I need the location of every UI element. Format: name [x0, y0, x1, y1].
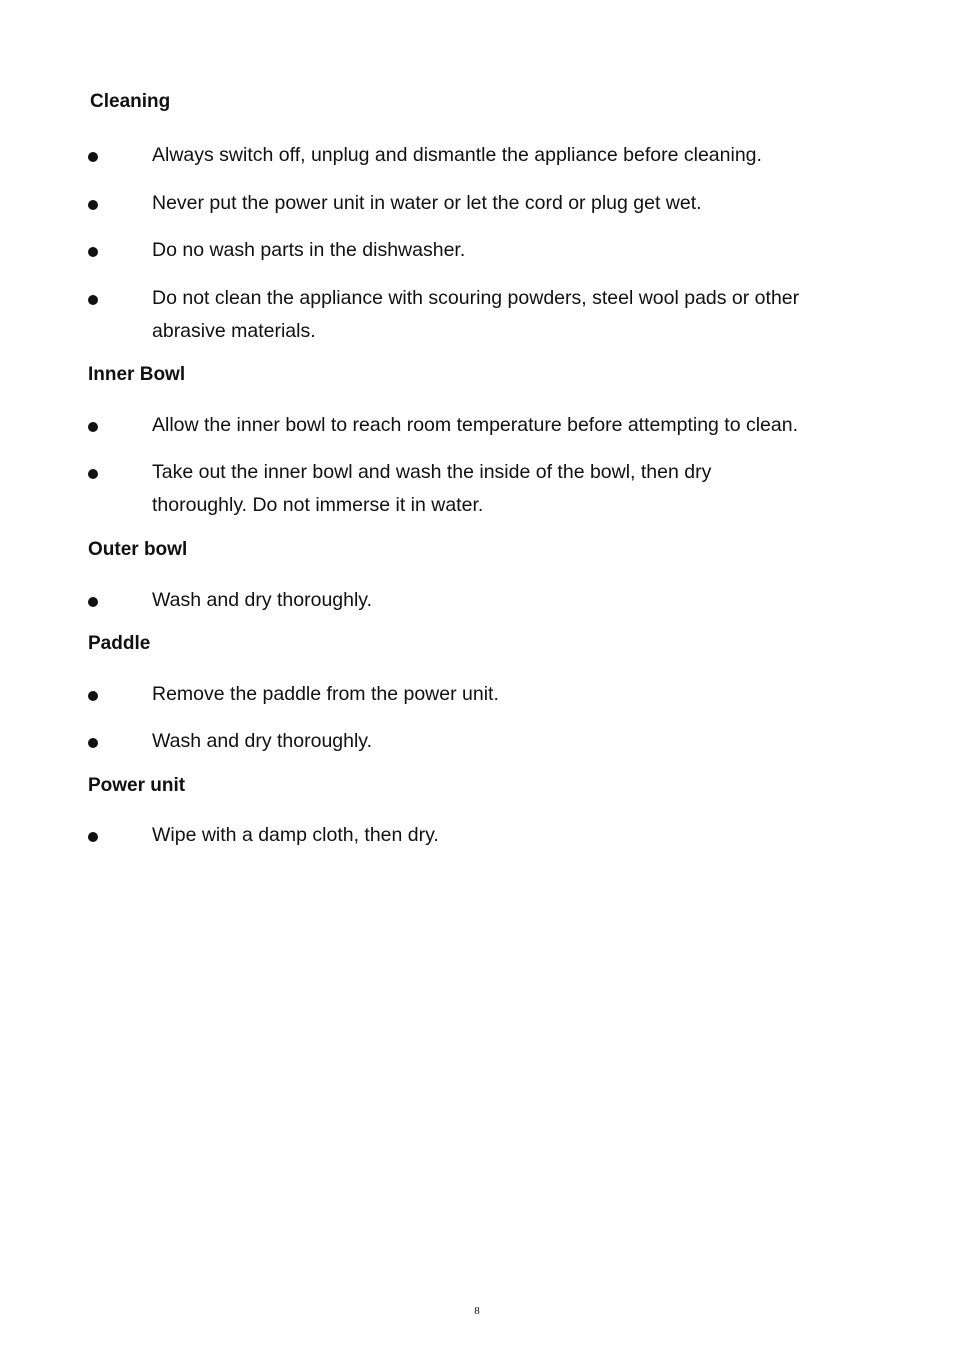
- list-item-text: Do not clean the appliance with scouring powders, steel wool pads or other abrasive materials.: [152, 287, 800, 342]
- list-item-text: Remove the paddle from the power unit.: [152, 683, 499, 705]
- section-heading-cleaning: Cleaning: [90, 91, 171, 112]
- bullet-icon: [88, 691, 98, 701]
- bullet-icon: [88, 422, 98, 432]
- section-heading-outer-bowl: Outer bowl: [88, 539, 188, 560]
- section-heading-inner-bowl: Inner Bowl: [88, 364, 186, 385]
- list-item-text: Take out the inner bowl and wash the inside of the bowl, then dry thoroughly. Do not immerse it in water.: [152, 461, 712, 516]
- bullet-icon: [88, 738, 98, 748]
- list-item-text: Never put the power unit in water or let the cord or plug get wet.: [152, 192, 702, 214]
- list-item-text: Allow the inner bowl to reach room temperature before attempting to clean.: [152, 414, 799, 436]
- bullet-icon: [88, 295, 98, 305]
- list-item-text: Wash and dry thoroughly.: [152, 589, 373, 611]
- bullet-icon: [88, 152, 98, 162]
- bullet-icon: [88, 597, 98, 607]
- bullet-icon: [88, 832, 98, 842]
- list-item-text: Wipe with a damp cloth, then dry.: [152, 824, 439, 846]
- list-item-text: Do no wash parts in the dishwasher.: [152, 239, 466, 261]
- bullet-icon: [88, 247, 98, 257]
- section-heading-paddle: Paddle: [88, 633, 151, 654]
- list-item-text: Always switch off, unplug and dismantle the appliance before cleaning.: [152, 144, 762, 166]
- bullet-icon: [88, 469, 98, 479]
- section-heading-power-unit: Power unit: [88, 775, 186, 796]
- page-number: 8: [474, 1305, 480, 1317]
- list-item-text: Wash and dry thoroughly.: [152, 730, 373, 752]
- bullet-icon: [88, 200, 98, 210]
